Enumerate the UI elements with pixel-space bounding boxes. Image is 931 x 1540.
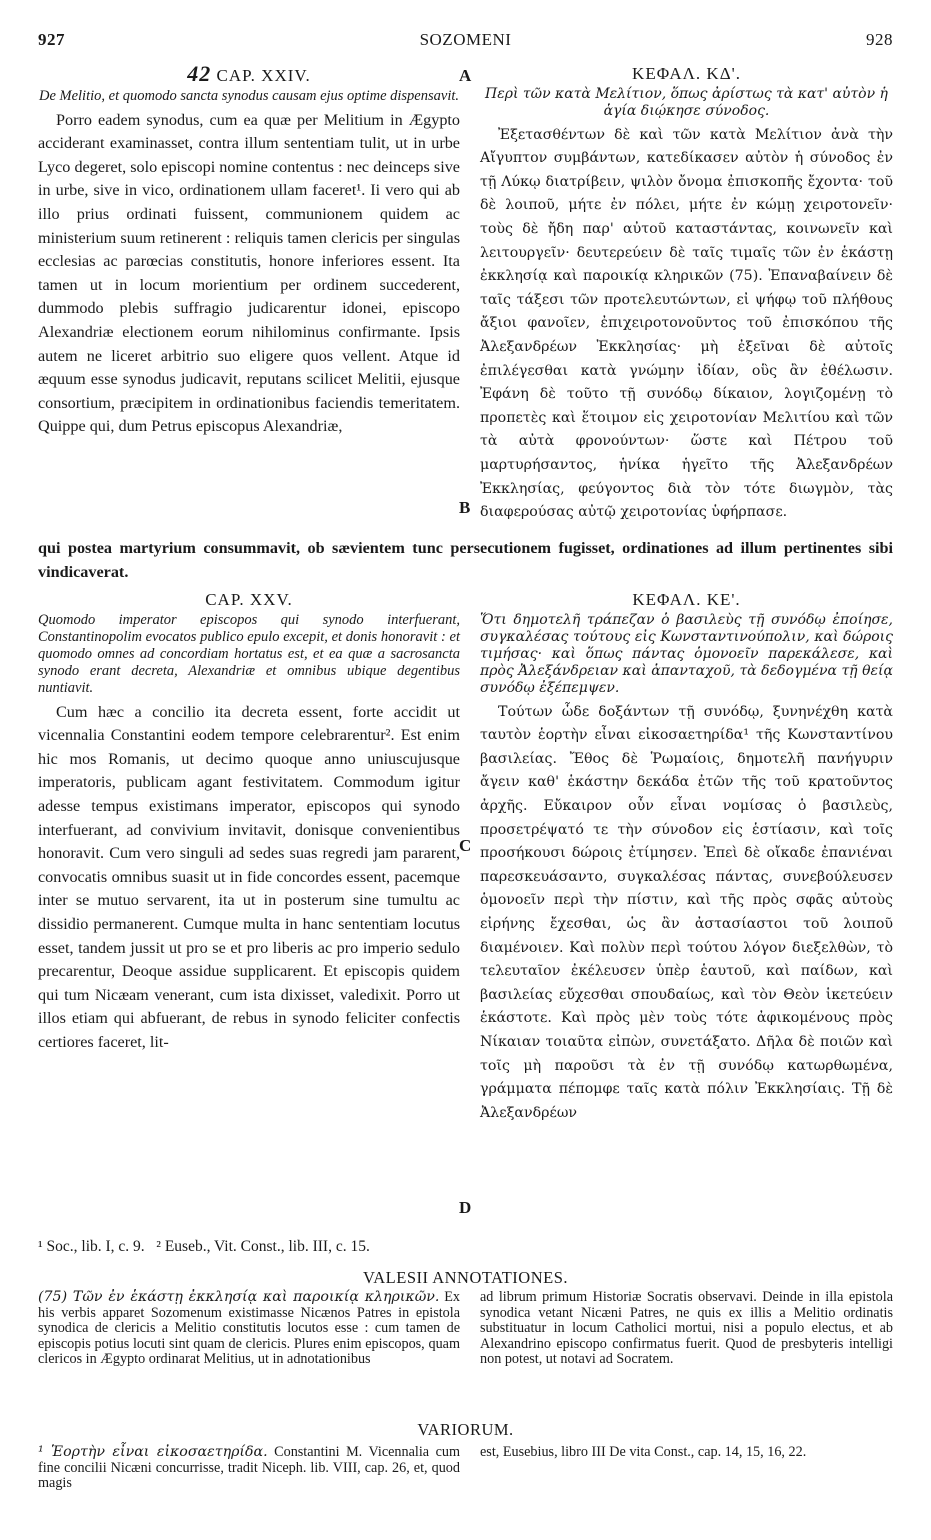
footnotes: ¹ Soc., lib. I, c. 9. ² Euseb., Vit. Const., lib. III, c. 15. [38, 1238, 370, 1255]
variorum-title: VARIORUM. [417, 1420, 514, 1439]
valesii-left-column [38, 1290, 460, 1368]
greek-column-ch24 [480, 62, 893, 525]
latin-column-ch24 [38, 62, 460, 439]
greek-text-24: Ἐξετασθέντων δὲ καὶ τῶν κατὰ Μελίτιον ἀνὰ τὴν Αἴγυπτον συμβάντων, κατεδίκασεν αὐτὸν ἡ σύνοδος ἐν τῇ Λύκῳ διατρίβειν, ψιλὸν ὄνομα ἐπισκοπῆς ἔχοντα· τοῦ δὲ λοιποῦ, μήτε ἐν πόλει, μήτε ἐν κώμῃ χειροτονεῖν· τοὺς δὲ ἤδη παρ' αὐτοῦ καταστάντας, κοινωνεῖν καὶ λειτουργεῖν· δευτερεύειν δὲ ταῖς τιμαῖς τῶν ἐν ἑκάστῃ ἐκκλησίᾳ καὶ παροικίᾳ κληρικῶν (75). Ἐπαναβαίνειν δὲ ταῖς τάξεσι τῶν προτελευτώντων, εἰ ψήφῳ τοῦ πλήθους ἄξιοι φανοῖεν, ἐπιχειροτονοῦντος τοῦ ἐπισκόπου τῆς Ἀλεξανδρέων Ἐκκλησίας· μὴ ἐξεῖναι δὲ αὐτοῖς ἐπιλέγεσθαι κατὰ γνώμην ἰδίαν, οὓς ἂν ἐθέλωσιν. Ἐφάνη δὲ τοῦτο τῇ συνόδῳ δίκαιον, λογιζομένῃ τὸ προπετὲς καὶ ἕτοιμον εἰς χειροτονίαν Μελιτίου καὶ τῶν τὰ αὐτὰ φρονούντων· ὥστε καὶ Πέτρου τοῦ μαρτυρήσαντος, ἡνίκα ἡγεῖτο τῆς Ἀλεξανδρέων Ἐκκλησίας, φεύγοντος διὰ τὸν τότε διωγμὸν, τὰς διαφερούσας αὐτῷ χειροτονίας ὑφήρπασε. [480, 126, 893, 521]
latin-text-24: Porro eadem synodus, cum ea quæ per Melitium in Ægypto acciderant examinasset, contra illum sententiam tulit, ut in urbe Lyco degeret, solo episcopi nomine contentus : nec deinceps sive in urbe, sive in vico, ordinationem ullam faceret¹. Ii vero qui ab illo prius ordinati fuissent, communionem quidem ac ministerium suum retinerent : reliquis tamen clericis per singulas ecclesias ac parœcias constitutis, honore inferiores essent. Ita tamen ut in locum morientium per ordinem succederent, dummodo plebis suffragio judicarentur idonei, episcopo Alexandriæ electionem eorum nihilominus confirmante. Ipsis autem ne liceret arbitrio suo eligere quos vellent. Atque id æquum esse synodus judicavit, reputans scilicet Melitii, ejusque consortium, præcipitem in ordinationibus faciendis temeritatem. Quippe qui, dum Petrus episcopus Alexandriæ, [38, 110, 460, 436]
chapter-number: 42 [187, 61, 212, 86]
greek-summary-25: Ὅτι δημοτελῆ τράπεζαν ὁ βασιλεὺς τῇ συνόδῳ ἐποίησε, συγκαλέσας τούτους εἰς Κωνσταντινούπολιν, καὶ δώροις τιμήσας· καὶ ὅπως πάντας ὁμονοεῖν παρεκάλεσε, καὶ πρὸς Ἀλεξάνδρειαν καὶ ἁπανταχοῦ, τὰ δεδογμένα τῇ θείᾳ συνόδῳ ἐξέπεμψεν. [480, 611, 893, 696]
margin-letter-a: A [459, 66, 472, 85]
latin-chapter-heading [38, 62, 460, 88]
latin-full-width-line: qui postea martyrium consummavit, ob sævientem tunc persecutionem fugisset, ordinationes ad illum pertinentes sibi vindicaverat. [38, 539, 893, 581]
margin-letter-c: C [459, 836, 472, 855]
valesii-right-text: ad librum primum Historiæ Socratis observavi. Deinde in illa epistola synodica vetant Nicæni Patres, ne quis ex illis a Melitio ordinatis substituatur in locum Catholici mortui, nisi a populo electus, et ab Alexandrino episcopo confirmatus fuerit. Quod de presbyteris intelligi non potest, ut notavi ad Socratem. [480, 1289, 893, 1367]
greek-summary-24: Περὶ τῶν κατὰ Μελίτιον, ὅπως ἀρίστως τὰ κατ' αὐτὸν ἡ ἁγία διῴκησε σύνοδος. [485, 85, 888, 119]
latin-summary-25: Quomodo imperator episcopos qui synodo interfuerant, Constantinopolim evocatos publico epulo excepit, et donis honoravit : et quomodo omnes ad concordiam hortatus est, et ea quæ a sacrosancta synodo erant decreta, Alexandriæ et omnibus ubique degentibus nuntiavit. [38, 611, 460, 696]
variorum-left-column [38, 1445, 460, 1492]
greek-text-25: Τούτων ὧδε δοξάντων τῇ συνόδῳ, ξυνηνέχθη κατὰ ταυτὸν ἑορτὴν εἶναι εἰκοσαετηρίδα¹ τῆς Κωνσταντίνου βασιλείας. Ἔθος δὲ Ῥωμαίοις, δημοτελῆ πανήγυριν ἄγειν καθ' ἑκάστην δεκάδα ἐτῶν τῆς τοῦ κρατοῦντος ἀρχῆς. Εὔκαιρον οὖν εἶναι νομίσας ὁ βασιλεὺς, προσετρέψατό τε τὴν σύνοδον εἰς ἑστίασιν, καὶ τοῖς προσήκουσι δώροις ἐτίμησεν. Ἐπεὶ δὲ οἴκαδε ἐπανιέναι παρεσκευάσαντο, συγκαλέσας πάντας, συνεβούλευσεν ὁμονοεῖν περὶ τὴν πίστιν, καὶ τῆς πρὸς σφᾶς αὐτοὺς εἰρήνης ἔχεσθαι, ὡς ἂν ἀστασίαστοι τοῦ λοιποῦ διαμένοιεν. Καὶ πολὺν περὶ τούτου λόγον διεξελθὼν, τὸ τελευταῖον ἐκέλευσεν ὑπὲρ ἑαυτοῦ, καὶ παίδων, καὶ βασιλείας εὔχεσθαι σπουδαίως, καὶ τὸν Θεὸν ἱκετεύειν ἑκάστοτε. Καὶ πρὸς μὲν τοὺς τότε ἀφικομένους πρὸς Νίκαιαν τοιαῦτα εἰπὼν, συνετάξατο. Δῆλα δὲ ποιῶν καὶ τοῖς μὴ παροῦσι τὰ ἐν τῇ συνόδῳ κατωρθωμένα, γράμματα πέπομφε ταῖς κατὰ πόλιν Ἐκκλησίαις. Τῇ δὲ Ἀλεξανδρέων [480, 703, 893, 1121]
variorum-left-text: Constantini M. Vicennalia cum fine concilii Nicæni concurrisse, tradit Niceph. lib. VIII, cap. 26, et, quod magis [38, 1444, 461, 1491]
variorum-greek-lemma: ¹ Ἑορτὴν εἶναι εἰκοσαετηρίδα. [38, 1444, 268, 1460]
margin-letter-b: B [459, 498, 471, 517]
greek-cap-24: ΚΕΦΑΛ. ΚΔ'. [632, 64, 741, 83]
latin-cap-24: CAP. XXIV. [216, 66, 311, 85]
latin-cap-25: CAP. XXV. [205, 590, 293, 609]
running-title: SOZOMENI [419, 30, 512, 49]
valesii-left-text: Ex his verbis apparet Sozomenum existimasse Nicænos Patres in epistola synodica de clericis a Melitio constitutis locutos esse : cum tamen de episcopis potius locuti sint quam de clericis. Plures enim episcopos, quam clericos in Ægypto ordinarat Melitius, ut in adnotationibus [38, 1289, 461, 1367]
greek-column-ch25 [480, 588, 893, 1125]
page-number-left: 927 [38, 30, 65, 49]
variorum-right-text: est, Eusebius, libro III De vita Const., cap. 14, 15, 16, 22. [480, 1444, 807, 1460]
latin-text-25: Cum hæc a concilio ita decreta essent, forte accidit ut vicennalia Constantini eodem tempore celebrarentur². Est enim hic mos Romanis, ut decimo quoque anno uniuscujusque imperatoris, publicam agant festivitatem. Commodum igitur adesse tempus existimans imperator, episcopos qui synodo interfuerant, ad convivium invitavit, donisque convenientibus honoravit. Cum vero singuli ad sedes suas regredi jam pararent, convocatis omnibus suasit ut in fide concordes essent, pacemque inter se mutuo servarent, ita ut in posterum sine tumultu ac dissidio permanerent. Cumque multa in hanc sententiam locutus esset, tandem jussit ut pro se et pro liberis ac pro imperio sedulo precarentur, Deoque assidue supplicarent. Et episcopis quidem qui tum Nicæam venerant, cum ista dixisset, valedixit. Porro ut illos etiam qui abfuerant, de rebus in synodo feliciter confectis certiores faceret, lit- [38, 702, 460, 1051]
page-number-right: 928 [866, 30, 893, 49]
valesii-title: VALESII ANNOTATIONES. [362, 1268, 569, 1287]
latin-summary-24: De Melitio, et quomodo sancta synodus causam ejus optime dispensavit. [38, 87, 460, 104]
margin-letter-d: D [459, 1198, 472, 1217]
latin-column-ch25 [38, 588, 460, 1055]
valesii-greek-lemma: (75) Τῶν ἐν ἑκάστῃ ἐκκλησίᾳ καὶ παροικίᾳ κληρικῶν. [38, 1289, 440, 1305]
greek-cap-25: ΚΕΦΑΛ. ΚΕ'. [632, 590, 741, 609]
